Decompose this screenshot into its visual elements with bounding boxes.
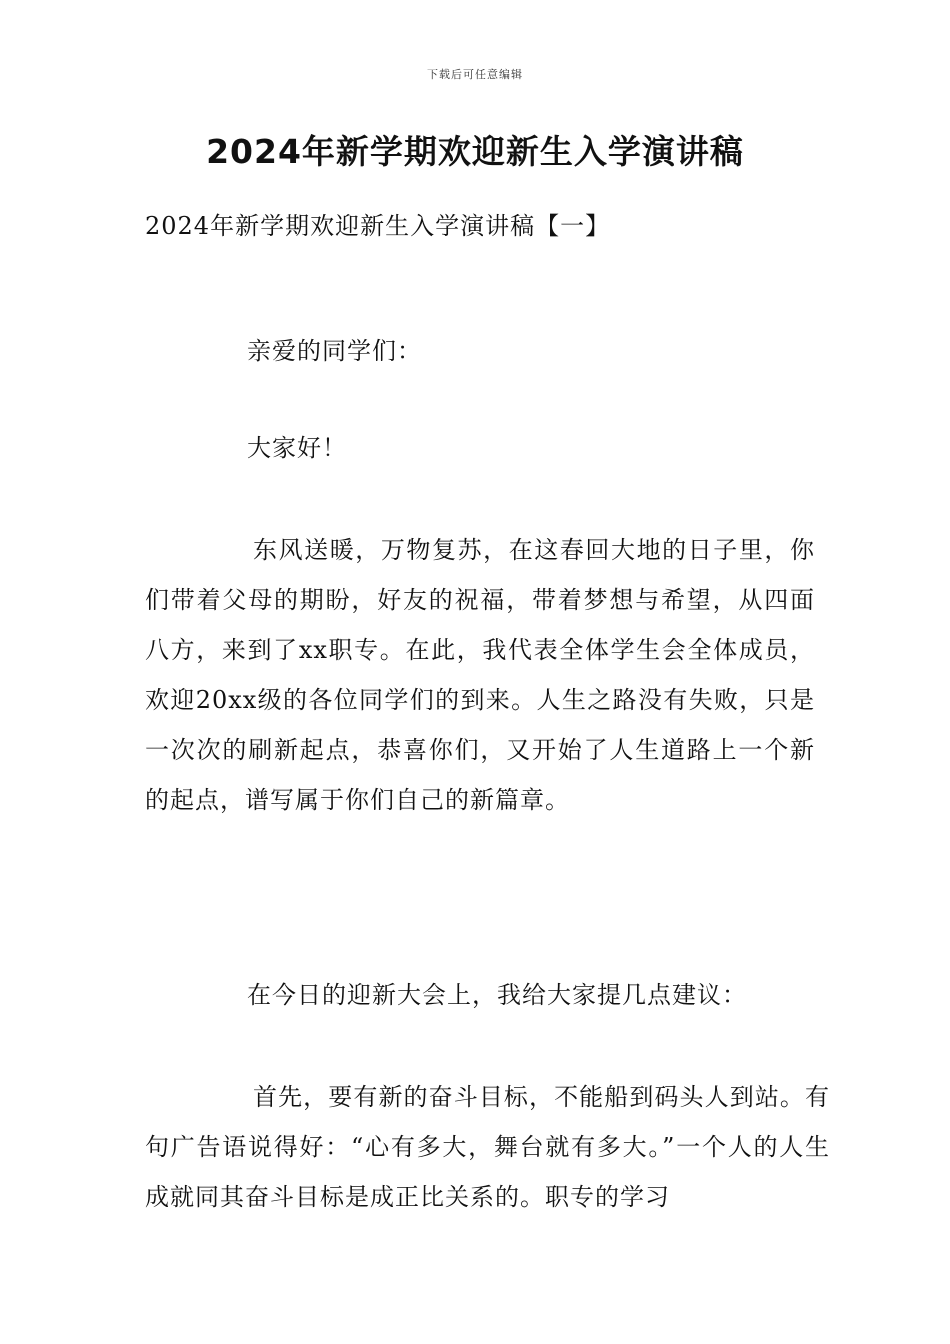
hello-line: 大家好！ [247, 434, 347, 462]
paragraph-suggestions-intro: 在今日的迎新大会上，我给大家提几点建议： [247, 981, 747, 1009]
paragraph-welcome: 东风送暖，万物复苏，在这春回大地的日子里，你们带着父母的期盼，好友的祝福，带着梦想与希望，从四面八方，来到了xx职专。在此，我代表全体学生会全体成员，欢迎20xx级的各位同学们的到来。人生之路没有失败，只是一次次的刷新起点，恭喜你们，又开始了人生道路上一个新的起点，谱写属于你们自己的新篇章。 [145, 536, 815, 814]
document-title: 2024年新学期欢迎新生入学演讲稿 [206, 132, 744, 171]
greeting-line: 亲爱的同学们： [247, 337, 422, 365]
section-subtitle: 2024年新学期欢迎新生入学演讲稿【一】 [145, 212, 611, 240]
paragraph-first-suggestion: 首先，要有新的奋斗目标，不能船到码头人到站。有句广告语说得好：“心有多大，舞台就有多大。”一个人的人生成就同其奋斗目标是成正比关系的。职专的学习 [145, 1083, 830, 1211]
header-note: 下载后可任意编辑 [427, 68, 523, 81]
